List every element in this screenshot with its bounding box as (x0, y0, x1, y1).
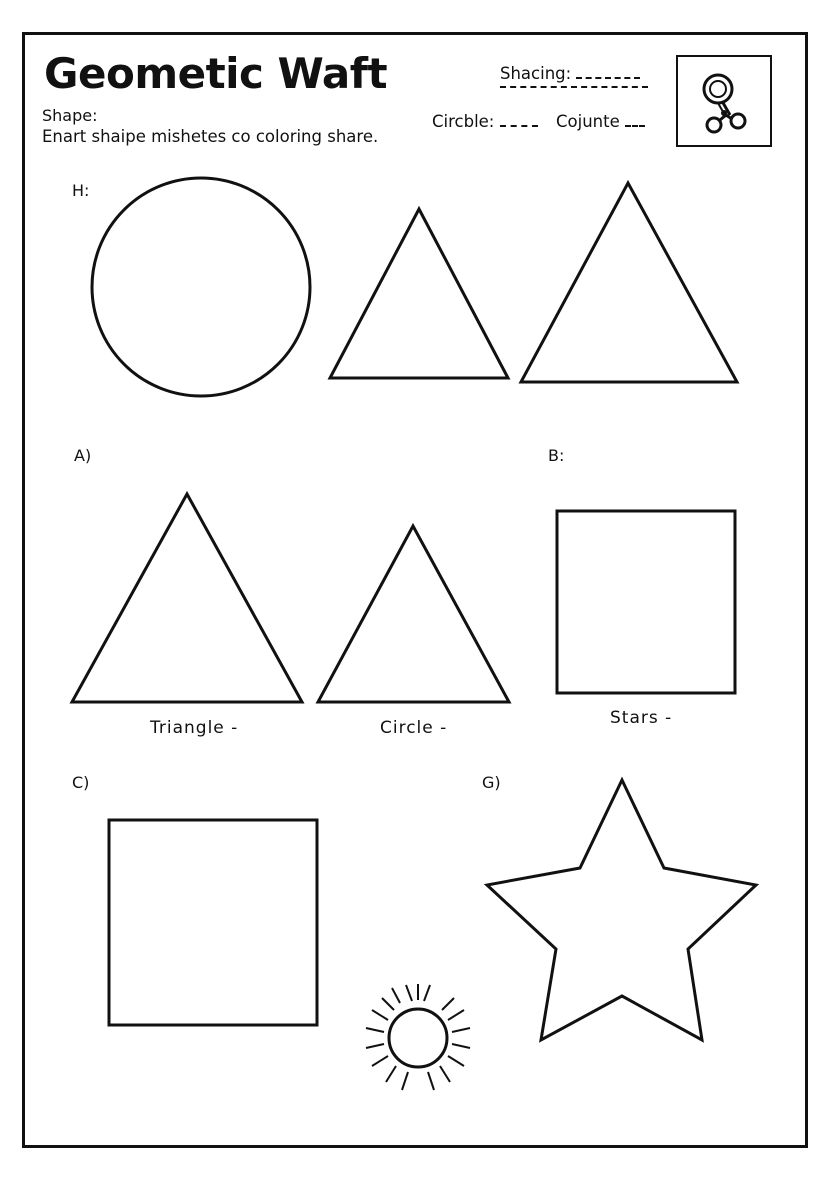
count-field-label: Cojunte (556, 112, 620, 131)
square-shape-c[interactable] (109, 820, 317, 1025)
worksheet-title: Geometic Waft (44, 49, 388, 98)
square-shape-b[interactable] (557, 511, 735, 693)
sun-icon (366, 984, 470, 1090)
triangle-shape-small[interactable] (330, 209, 508, 378)
triangle-shape-a2[interactable] (318, 526, 509, 702)
triangle-shape-a1[interactable] (72, 494, 302, 702)
section-h-label: H: (72, 181, 90, 200)
section-a-label: A) (74, 446, 92, 465)
section-c-label: C) (72, 773, 90, 792)
circle-shape[interactable] (92, 178, 310, 396)
circle-field-label: Circble: (432, 112, 495, 131)
triangle-shape-large[interactable] (521, 183, 737, 382)
star-shape[interactable] (487, 780, 756, 1040)
spacing-label: Shacing: (500, 64, 572, 83)
section-b-label: B: (548, 446, 565, 465)
caption-circle: Circle - (380, 718, 448, 738)
caption-triangle: Triangle - (150, 718, 239, 738)
caption-stars: Stars - (610, 708, 673, 728)
shape-label: Shape: (42, 106, 98, 125)
section-g-label: G) (482, 773, 501, 792)
instructions-text: Enart shaipe mishetes co coloring share. (42, 127, 379, 146)
